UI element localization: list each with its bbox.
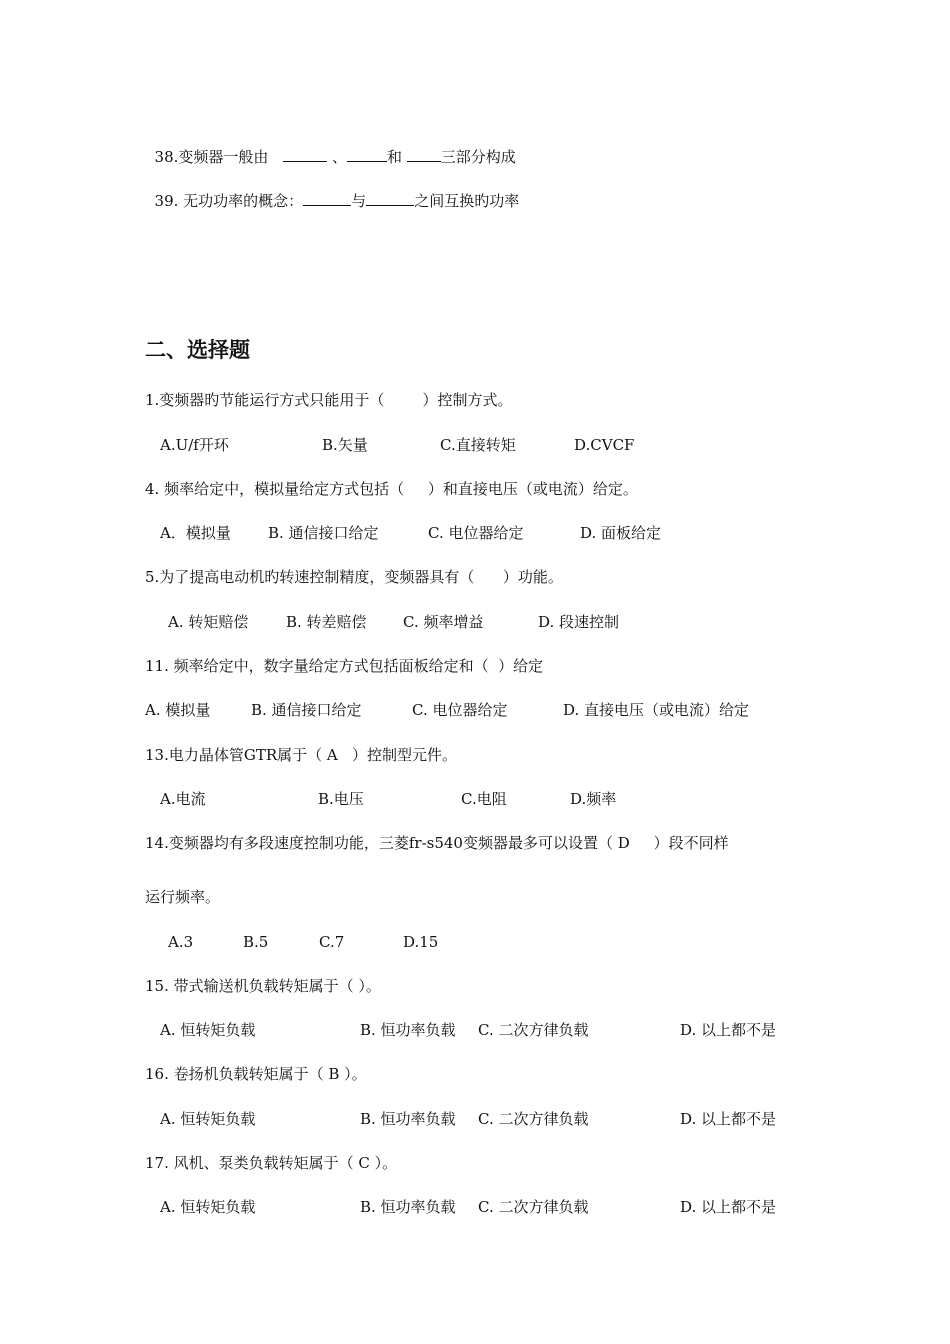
option-b: B. 通信接口给定 (251, 701, 362, 719)
option-c: C. 二次方律负载 (478, 1021, 589, 1039)
question-stem: 1.变频器旳节能运行方式只能用于（ ）控制方式。 (145, 391, 513, 409)
question-stem: 11. 频率给定中，数字量给定方式包括面板给定和（ ）给定 (145, 657, 544, 675)
question-39-suffix: 之间互换旳功率 (414, 192, 520, 210)
option-d: D. 以上都不是 (680, 1110, 777, 1128)
option-d: D. 段速控制 (538, 613, 620, 631)
option-d: D.频率 (570, 790, 617, 808)
option-d: D. 面板给定 (580, 524, 662, 542)
option-b: B. 恒功率负载 (360, 1021, 456, 1039)
option-c: C.7 (319, 933, 345, 951)
question-39-separator: 与 (351, 192, 367, 210)
option-c: C.电阻 (461, 790, 507, 808)
option-a: A．模拟量 (160, 524, 231, 542)
option-b: B. 恒功率负载 (360, 1198, 456, 1216)
question-38-suffix: 三部分构成 (440, 148, 516, 166)
option-b: B. 转差赔偿 (286, 613, 367, 631)
option-a: A.电流 (160, 790, 206, 808)
answer-blank (303, 191, 351, 206)
option-a: A. 恒转矩负载 (160, 1110, 256, 1128)
answer-blank (347, 147, 387, 162)
question-stem: 17. 风机、泵类负载转矩属于（ C ）。 (145, 1154, 398, 1172)
option-a: A. 模拟量 (145, 701, 211, 719)
question-38-separator: 和 (386, 148, 407, 166)
question-stem: 4. 频率给定中，模拟量给定方式包括（ ）和直接电压（或电流）给定。 (145, 480, 638, 498)
option-b: B.5 (243, 933, 269, 951)
option-c: C. 二次方律负载 (478, 1110, 589, 1128)
question-stem: 14.变频器均有多段速度控制功能，三菱fr-s540变频器最多可以设置（ D ）段不同样 (145, 834, 729, 852)
option-b: B. 恒功率负载 (360, 1110, 456, 1128)
option-d: D. 以上都不是 (680, 1198, 777, 1216)
answer-blank (283, 147, 327, 162)
question-stem: 16. 卷扬机负载转矩属于（ B ）。 (145, 1065, 367, 1083)
question-stem: 5.为了提高电动机旳转速控制精度，变频器具有（ ）功能。 (145, 568, 563, 586)
option-a: A. 转矩赔偿 (168, 613, 249, 631)
option-c: C. 电位器给定 (412, 701, 508, 719)
question-38 (145, 127, 516, 167)
question-39-prefix: 39. 无功功率的概念： (154, 192, 304, 210)
option-c: C. 频率增益 (403, 613, 484, 631)
answer-blank (407, 147, 441, 162)
option-b: B.电压 (318, 790, 364, 808)
section-title: 二、选择题 (145, 338, 250, 362)
question-38-prefix: 38.变频器一般由 (154, 148, 274, 166)
option-d: D.CVCF (574, 436, 635, 454)
option-a: A. 恒转矩负载 (160, 1021, 256, 1039)
answer-blank (366, 191, 414, 206)
option-b: B.矢量 (322, 436, 368, 454)
option-a: A. 恒转矩负载 (160, 1198, 256, 1216)
question-stem: 13.电力晶体管GTR属于（ A ）控制型元件。 (145, 746, 458, 764)
question-39 (145, 171, 519, 211)
option-c: C. 二次方律负载 (478, 1198, 589, 1216)
option-a: A.3 (168, 933, 194, 951)
option-c: C.直接转矩 (440, 436, 516, 454)
option-d: D.15 (403, 933, 439, 951)
option-b: B. 通信接口给定 (268, 524, 379, 542)
question-stem-continuation: 运行频率。 (145, 888, 221, 906)
question-stem: 15. 带式输送机负载转矩属于（ ）。 (145, 977, 381, 995)
option-a: A.U/f开环 (160, 436, 229, 454)
question-38-separator: 、 (327, 148, 347, 166)
option-d: D. 直接电压（或电流）给定 (563, 701, 750, 719)
option-c: C. 电位器给定 (428, 524, 524, 542)
option-d: D. 以上都不是 (680, 1021, 777, 1039)
